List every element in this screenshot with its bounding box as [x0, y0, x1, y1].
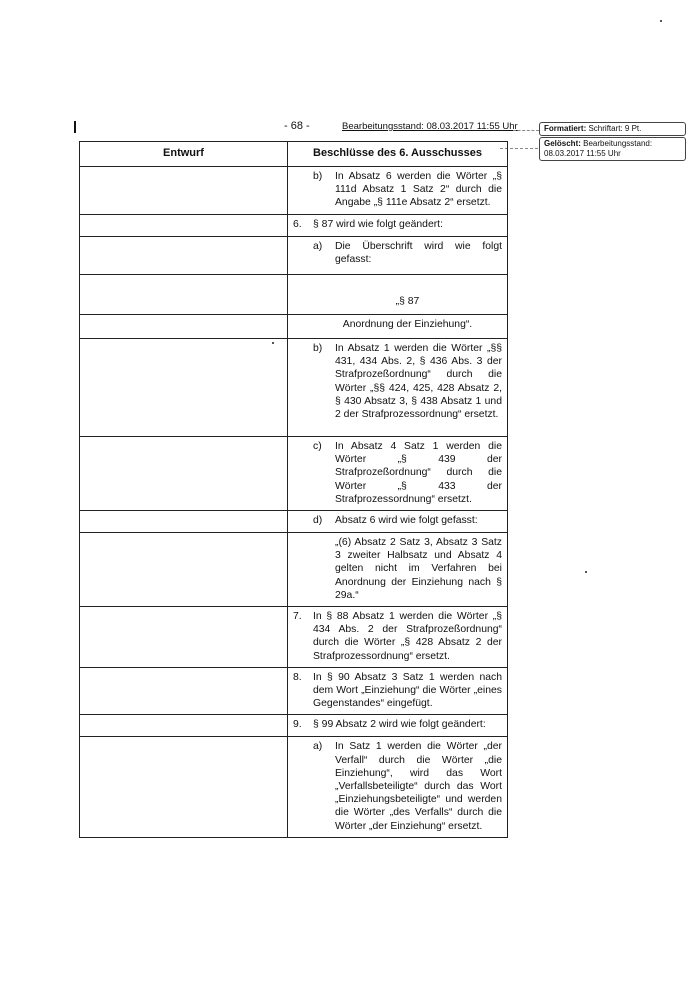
right-cell — [288, 737, 508, 837]
table-row — [80, 737, 508, 837]
item-text: In Absatz 6 werden die Wörter „§ 111d Absatz 1 Satz 2“ durch die Angabe „§ 111e Absatz 2“ ersetzt. — [335, 171, 502, 209]
item-text: In § 88 Absatz 1 werden die Wörter „§ 434 Abs. 2 der Strafprozeßordnung“ durch die Wörter „§ 428 Absatz 2 der Strafprozessordnung“ ersetzt. — [313, 611, 502, 662]
section-title: Anordnung der Einziehung“. — [342, 319, 473, 330]
left-cell — [80, 607, 288, 668]
right-cell — [288, 607, 508, 668]
item-label: b) — [313, 343, 323, 354]
right-cell — [288, 437, 508, 511]
column-header-entwurf: Entwurf — [80, 142, 288, 167]
table-row — [80, 167, 508, 215]
item-label: 9. — [293, 719, 302, 731]
item-text: In Satz 1 werden die Wörter „der Verfall“ durch die Wörter „die Einziehung“, wird das Wort „Verfallsbeteiligte“ durch das Wort „Einziehungsbeteiligte“ und werden die Wörter „des Verfalls“ durch die Wörter „der Einziehung“ ersetzt. — [335, 741, 502, 832]
comment-title: Gelöscht: — [544, 139, 581, 148]
table-row — [80, 315, 508, 339]
right-cell — [288, 275, 508, 315]
table-header-row — [80, 142, 508, 167]
comment-text-line2: 08.03.2017 11:55 Uhr — [544, 149, 621, 158]
item-label: a) — [313, 741, 323, 753]
comment-balloon-deleted[interactable] — [539, 137, 686, 161]
left-cell — [80, 715, 288, 737]
left-cell — [80, 737, 288, 837]
left-cell — [80, 533, 288, 607]
left-cell — [80, 215, 288, 237]
item-label: b) — [313, 171, 323, 182]
comment-balloon-formatted[interactable] — [539, 122, 686, 136]
table-row — [80, 533, 508, 607]
left-cell — [80, 339, 288, 437]
item-text: Die Überschrift wird wie folgt gefasst: — [335, 241, 502, 266]
synopsis-table — [79, 141, 508, 838]
comment-connector — [513, 130, 539, 131]
right-cell — [288, 715, 508, 737]
left-cell — [80, 511, 288, 533]
table-row — [80, 237, 508, 275]
right-cell — [288, 667, 508, 715]
item-text: In § 90 Absatz 3 Satz 1 werden nach dem Wort „Einziehung“ die Wörter „eines Gegenstandes“ eingefügt. — [313, 671, 502, 710]
column-header-beschluesse: Beschlüsse des 6. Ausschusses — [288, 142, 508, 167]
left-cell — [80, 167, 288, 215]
table-row — [80, 667, 508, 715]
table-row — [80, 437, 508, 511]
right-cell — [288, 215, 508, 237]
item-text: § 99 Absatz 2 wird wie folgt geändert: — [313, 719, 486, 731]
item-text: In Absatz 4 Satz 1 werden die Wörter „§ 439 der Strafprozeßordnung“ durch die Wörter „§ 433 der Strafprozessordnung“ ersetzt. — [335, 441, 502, 505]
page-number: - 68 - — [284, 120, 310, 132]
item-text: § 87 wird wie folgt geändert: — [313, 219, 443, 230]
right-cell — [288, 533, 508, 607]
left-cell — [80, 667, 288, 715]
right-cell — [288, 339, 508, 437]
right-cell — [288, 167, 508, 215]
left-cell — [80, 437, 288, 511]
item-label: d) — [313, 515, 323, 527]
right-cell — [288, 511, 508, 533]
edit-status-deleted: Bearbeitungsstand: 08.03.2017 11:55 Uhr — [342, 121, 518, 132]
table-row — [80, 511, 508, 533]
scan-speck — [660, 20, 662, 22]
quoted-text: „(6) Absatz 2 Satz 3, Absatz 3 Satz 3 zweiter Halbsatz und Absatz 4 gelten nicht im Verfahren bei Anordnung der Einziehung nach § 29a.“ — [335, 537, 502, 601]
item-label: 8. — [293, 671, 302, 683]
comment-text: Schriftart: 9 Pt. — [588, 124, 642, 133]
table-row — [80, 275, 508, 315]
table-row — [80, 715, 508, 737]
table-row — [80, 607, 508, 668]
item-text: Absatz 6 wird wie folgt gefasst: — [335, 515, 478, 527]
comment-title: Formatiert: — [544, 124, 587, 133]
left-cell — [80, 315, 288, 339]
comment-text: Bearbeitungsstand: — [583, 139, 653, 148]
table-row — [80, 339, 508, 437]
item-label: c) — [313, 441, 322, 452]
right-cell — [288, 237, 508, 275]
table-row — [80, 215, 508, 237]
scan-speck — [585, 571, 587, 573]
section-heading: „§ 87 — [395, 295, 420, 307]
left-cell — [80, 237, 288, 275]
right-cell — [288, 315, 508, 339]
scan-speck — [272, 342, 274, 344]
item-label: a) — [313, 241, 323, 252]
item-text: In Absatz 1 werden die Wörter „§§ 431, 434 Abs. 2, § 436 Abs. 3 der Strafprozeßordnung“ durch die Wörter „§§ 424, 425, 428 Absatz 2, § 430 Absatz 3, § 438 Absatz 1 und 2 der Strafprozessordnung“ ersetzt. — [335, 343, 502, 421]
item-label: 7. — [293, 611, 302, 623]
change-bar — [74, 121, 76, 133]
left-cell — [80, 275, 288, 315]
item-label: 6. — [293, 219, 302, 230]
